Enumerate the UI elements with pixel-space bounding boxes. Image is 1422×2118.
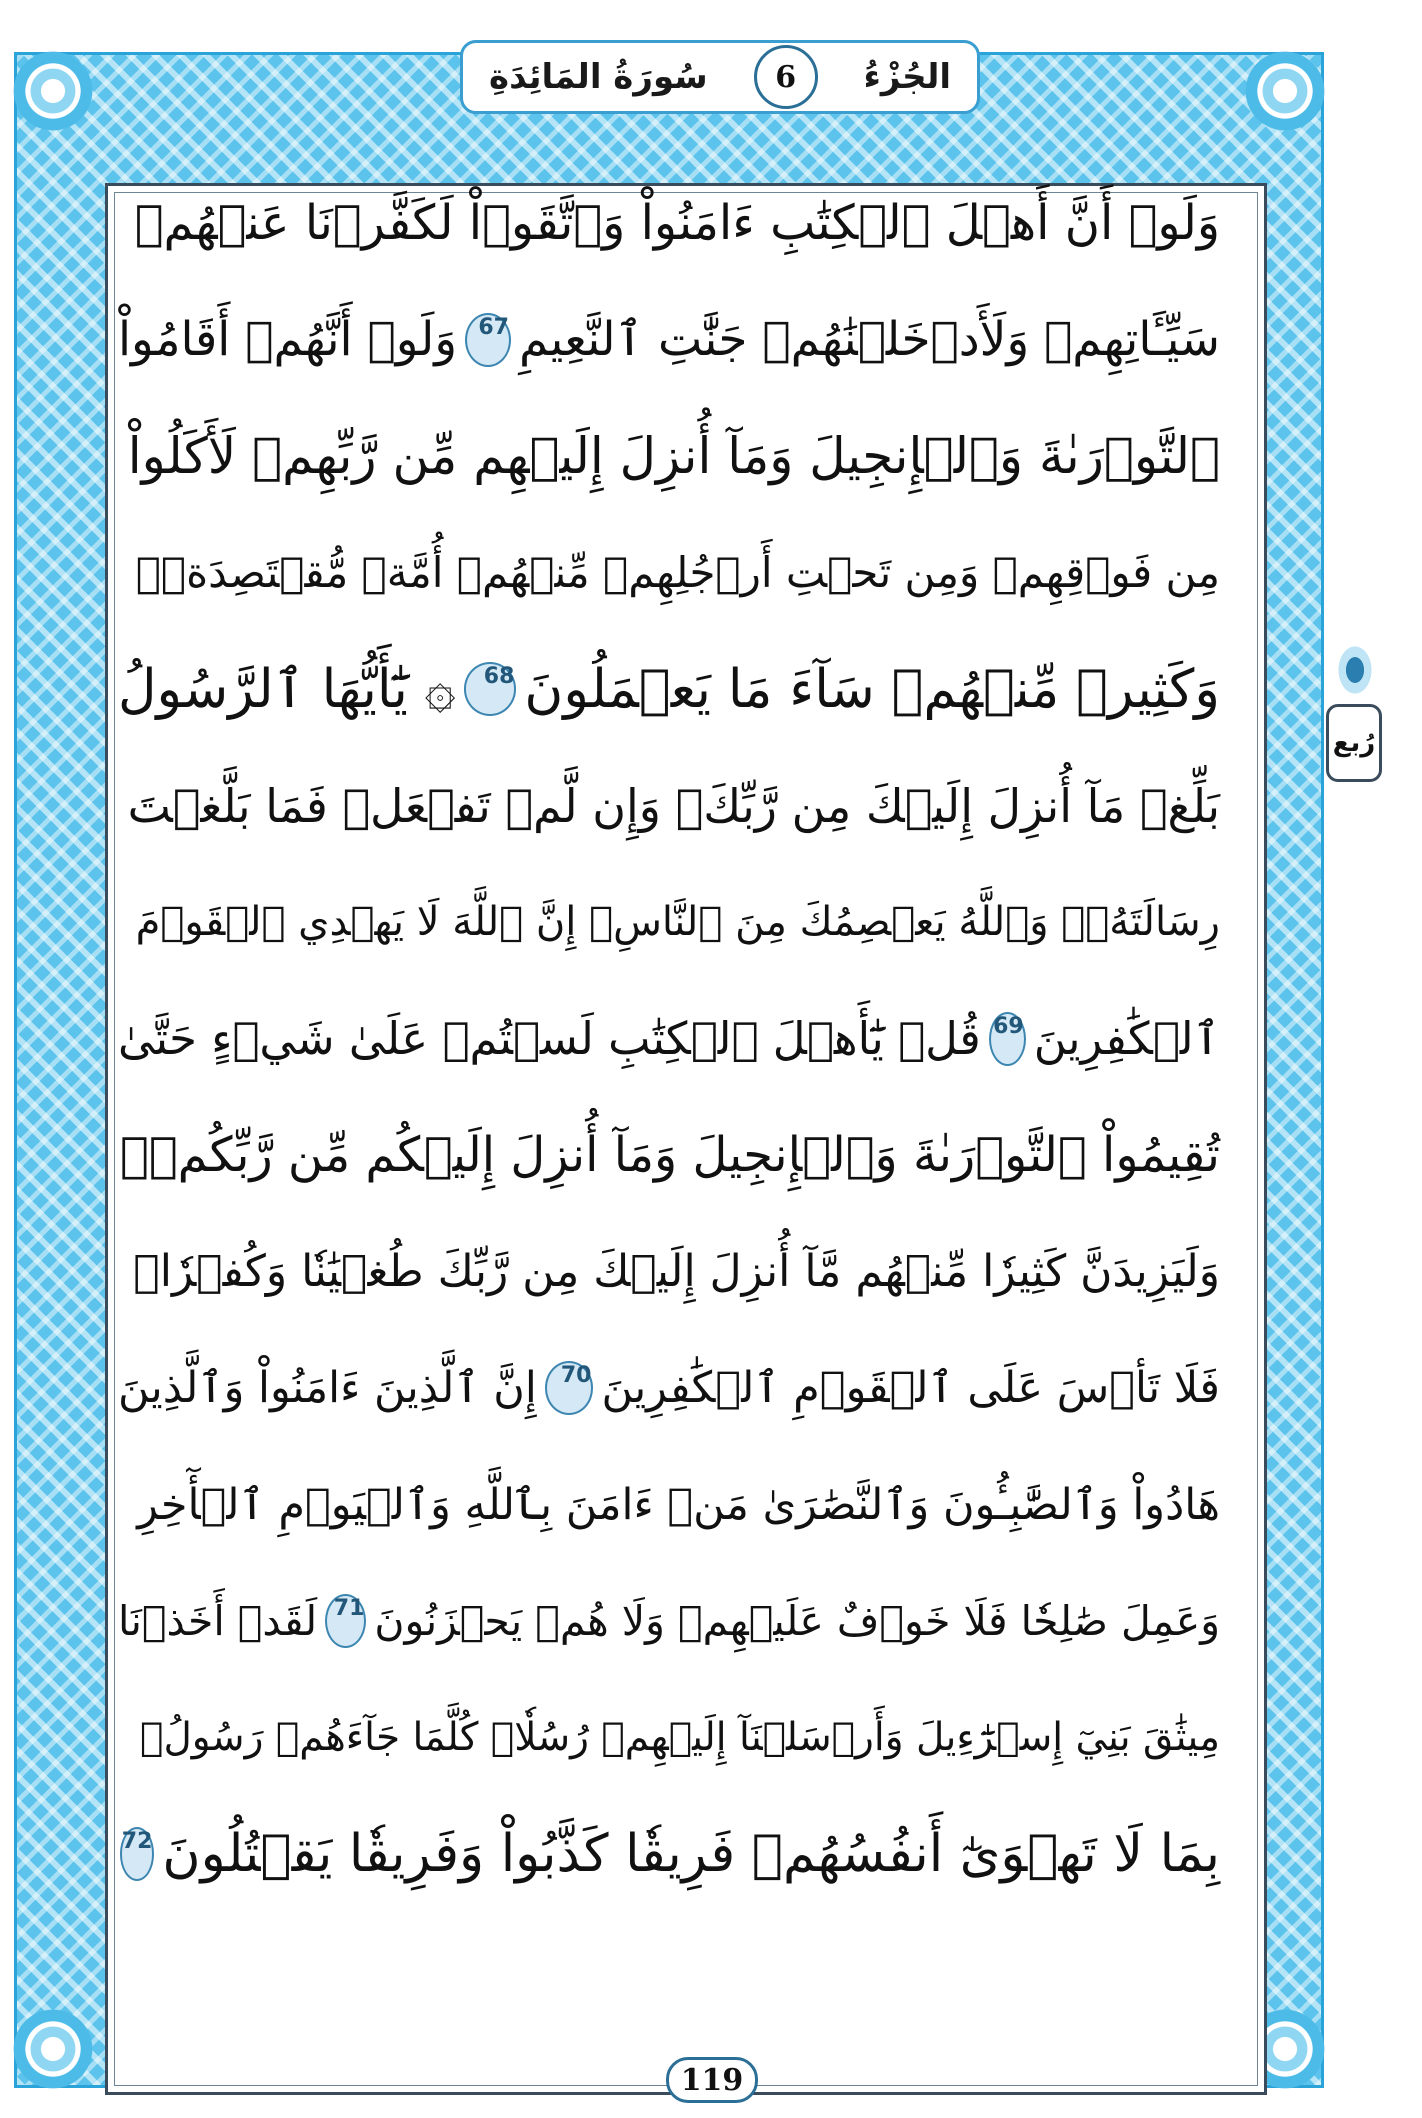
line-text: بَلِّغۡ مَآ أُنزِلَ إِلَيۡكَ مِن رَّبِّكَۖ وَإِن لَّمۡ تَفۡعَلۡ فَمَا بَلَّغۡتَ (127, 778, 1220, 833)
text-line (118, 1680, 1220, 1797)
line-text: ۞ يَٰٓأَيُّهَا ٱلرَّسُولُ (118, 658, 456, 720)
text-line (118, 1214, 1220, 1331)
line-text: هَادُواْ وَٱلصَّٰبِـُٔونَ وَٱلنَّصَٰرَىٰ مَنۡ ءَامَنَ بِٱللَّهِ وَٱلۡيَوۡمِ ٱلۡأٓخِرِ (137, 1479, 1220, 1530)
line-text: رِسَالَتَهُۥۚ وَٱللَّهُ يَعۡصِمُكَ مِنَ ٱلنَّاسِۗ إِنَّ ٱللَّهَ لَا يَهۡدِي ٱلۡقَوۡمَ (135, 899, 1220, 946)
line-text: وَلَيَزِيدَنَّ كَثِيرٗا مِّنۡهُم مَّآ أُنزِلَ إِلَيۡكَ مِن رَّبِّكَ طُغۡيَٰنٗا وَكُفۡرٗاۖ (133, 1246, 1220, 1298)
text-line (118, 631, 1220, 748)
surah-name: سُورَةُ المَائِدَةِ (489, 57, 708, 97)
text-line (118, 515, 1220, 632)
corner-ornament-top-left (7, 45, 99, 137)
ayah-number-marker: 68 (464, 662, 517, 716)
line-text: بِمَا لَا تَهۡوَىٰٓ أَنفُسُهُمۡ فَرِيقٗا كَذَّبُواْ وَفَرِيقٗا يَقۡتُلُونَ (162, 1824, 1220, 1885)
ayah-number-marker: 70 (545, 1361, 594, 1415)
text-line (118, 1097, 1220, 1214)
corner-ornament-bottom-left (7, 2003, 99, 2095)
line-text: ٱلتَّوۡرَىٰةَ وَٱلۡإِنجِيلَ وَمَآ أُنزِلَ إِلَيۡهِم مِّن رَّبِّهِمۡ لَأَكَلُواْ (127, 427, 1220, 486)
page-header (460, 40, 980, 114)
text-line (118, 981, 1220, 1098)
line-text: سَيِّـَٔاتِهِمۡ وَلَأَدۡخَلۡنَٰهُمۡ جَنَّٰتِ ٱلنَّعِيمِ (518, 312, 1220, 368)
rub-hizb-marker (1326, 640, 1384, 790)
ayah-number-marker: 71 (325, 1594, 366, 1648)
ayah-number-marker: 67 (465, 313, 511, 367)
line-text: لَقَدۡ أَخَذۡنَا (118, 1597, 318, 1646)
line-text: مِن فَوۡقِهِمۡ وَمِن تَحۡتِ أَرۡجُلِهِمۚ مِّنۡهُمۡ أُمَّةٞ مُّقۡتَصِدَةٞۖ (135, 548, 1220, 598)
rub-ornament-icon (1334, 640, 1376, 700)
page-number: 119 (666, 2057, 758, 2103)
line-text: إِنَّ ٱلَّذِينَ ءَامَنُواْ وَٱلَّذِينَ (118, 1363, 537, 1414)
text-line (118, 165, 1220, 282)
line-text: وَلَوۡ أَنَّهُمۡ أَقَامُواْ (118, 312, 458, 368)
juz-number: 6 (754, 45, 818, 109)
text-line (118, 864, 1220, 981)
rub-label: رُبع (1326, 704, 1382, 782)
line-text: وَكَثِيرٞ مِّنۡهُمۡ سَآءَ مَا يَعۡمَلُونَ (524, 658, 1220, 720)
line-text: تُقِيمُواْ ٱلتَّوۡرَىٰةَ وَٱلۡإِنجِيلَ وَمَآ أُنزِلَ إِلَيۡكُم مِّن رَّبِّكُمۡۗ (120, 1127, 1220, 1184)
line-text: وَلَوۡ أَنَّ أَهۡلَ ٱلۡكِتَٰبِ ءَامَنُواْ وَٱتَّقَوۡاْ لَكَفَّرۡنَا عَنۡهُمۡ (134, 195, 1220, 252)
text-line (118, 748, 1220, 865)
ayah-number-marker: 69 (989, 1012, 1026, 1066)
corner-ornament-top-right (1239, 45, 1331, 137)
text-line (118, 1447, 1220, 1564)
text-line (118, 398, 1220, 515)
text-line (118, 1563, 1220, 1680)
line-text: ٱلۡكَٰفِرِينَ (1033, 1012, 1220, 1066)
text-line (118, 282, 1220, 399)
line-text: وَعَمِلَ صَٰلِحٗا فَلَا خَوۡفٌ عَلَيۡهِمۡ وَلَا هُمۡ يَحۡزَنُونَ (374, 1597, 1220, 1646)
line-text: مِيثَٰقَ بَنِيٓ إِسۡرَٰٓءِيلَ وَأَرۡسَلۡنَآ إِلَيۡهِمۡ رُسُلٗاۖ كُلَّمَا جَآءَهُمۡ رَسُولُۢ (140, 1715, 1220, 1761)
text-line (118, 1330, 1220, 1447)
quran-text (118, 165, 1220, 2035)
ayah-number-marker: 72 (120, 1827, 155, 1881)
line-text: فَلَا تَأۡسَ عَلَى ٱلۡقَوۡمِ ٱلۡكَٰفِرِينَ (601, 1363, 1220, 1414)
text-line (118, 1796, 1220, 1913)
juz-label: الجُزْءُ (863, 57, 951, 97)
line-text: قُلۡ يَٰٓأَهۡلَ ٱلۡكِتَٰبِ لَسۡتُمۡ عَلَىٰ شَيۡءٍ حَتَّىٰ (118, 1012, 981, 1066)
